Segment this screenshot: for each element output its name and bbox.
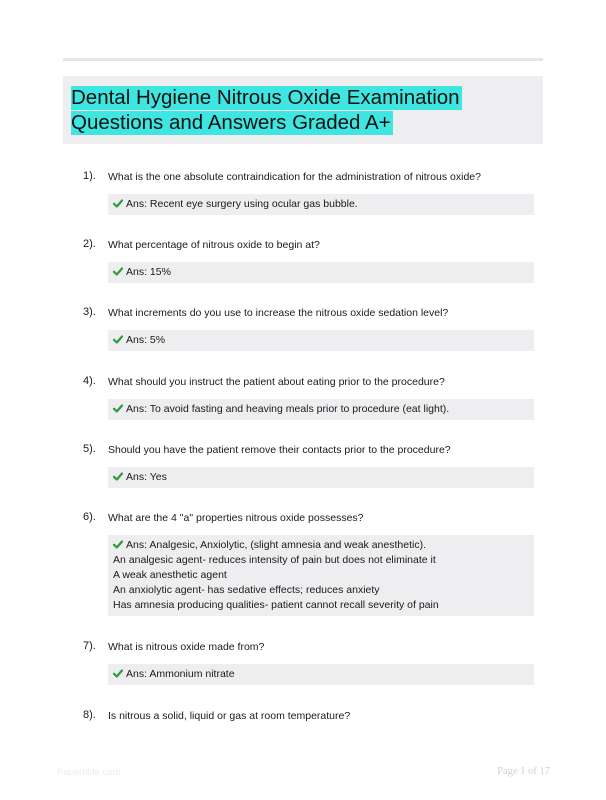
answer-box [108, 330, 534, 351]
answer-line: Ans: 5% [113, 333, 528, 348]
answer-line: Ans: Yes [113, 470, 528, 485]
answer-box [108, 664, 534, 685]
question-text: Is nitrous a solid, liquid or gas at room temperature? [108, 710, 351, 722]
check-icon [113, 540, 123, 549]
title-line-2: Questions and Answers Graded A+ [71, 111, 391, 134]
title-block [63, 76, 543, 144]
answer-line: Ans: Analgesic, Anxiolytic, (slight amnesia and weak anesthetic). [113, 538, 528, 553]
answer-box [108, 194, 534, 215]
question-number: 5). [83, 443, 96, 455]
question-number: 2). [83, 238, 96, 250]
question-text: What is the one absolute contraindication for the administration of nitrous oxide? [108, 171, 481, 183]
question-text: Should you have the patient remove their contacts prior to the procedure? [108, 444, 451, 456]
answer-box [108, 467, 534, 488]
check-icon [113, 669, 123, 678]
question-text: What increments do you use to increase the nitrous oxide sedation level? [108, 307, 449, 319]
document-title [71, 86, 462, 135]
answer-box [108, 399, 534, 420]
check-icon [113, 335, 123, 344]
answer-line: A weak anesthetic agent [113, 569, 227, 581]
question-text: What percentage of nitrous oxide to begin at? [108, 239, 320, 251]
answer-line: An anxiolytic agent- has sedative effects; reduces anxiety [113, 584, 380, 596]
answer-line: Ans: To avoid fasting and heaving meals prior to procedure (eat light). [113, 402, 528, 417]
question-text: What should you instruct the patient about eating prior to the procedure? [108, 376, 445, 388]
answer-line: Ans: 15% [113, 265, 528, 280]
question-number: 4). [83, 375, 96, 387]
top-divider [63, 58, 543, 61]
answer-line: An analgesic agent- reduces intensity of pain but does not eliminate it [113, 554, 436, 566]
check-icon [113, 267, 123, 276]
question-number: 6). [83, 511, 96, 523]
answer-line: Ans: Recent eye surgery using ocular gas bubble. [113, 197, 528, 212]
check-icon [113, 199, 123, 208]
title-line-1: Dental Hygiene Nitrous Oxide Examination [71, 86, 460, 109]
footer-watermark: Papertible.com [57, 767, 121, 778]
answer-box [108, 262, 534, 283]
page-number: Page 1 of 17 [497, 766, 550, 777]
answer-box [108, 535, 534, 616]
question-number: 1). [83, 170, 96, 182]
question-text: What is nitrous oxide made from? [108, 641, 265, 653]
answer-line: Has amnesia producing qualities- patient cannot recall severity of pain [113, 599, 439, 611]
check-icon [113, 404, 123, 413]
answer-line: Ans: Ammonium nitrate [113, 667, 528, 682]
question-number: 8). [83, 709, 96, 721]
check-icon [113, 472, 123, 481]
question-number: 7). [83, 640, 96, 652]
question-number: 3). [83, 306, 96, 318]
question-text: What are the 4 "a" properties nitrous oxide possesses? [108, 512, 364, 524]
